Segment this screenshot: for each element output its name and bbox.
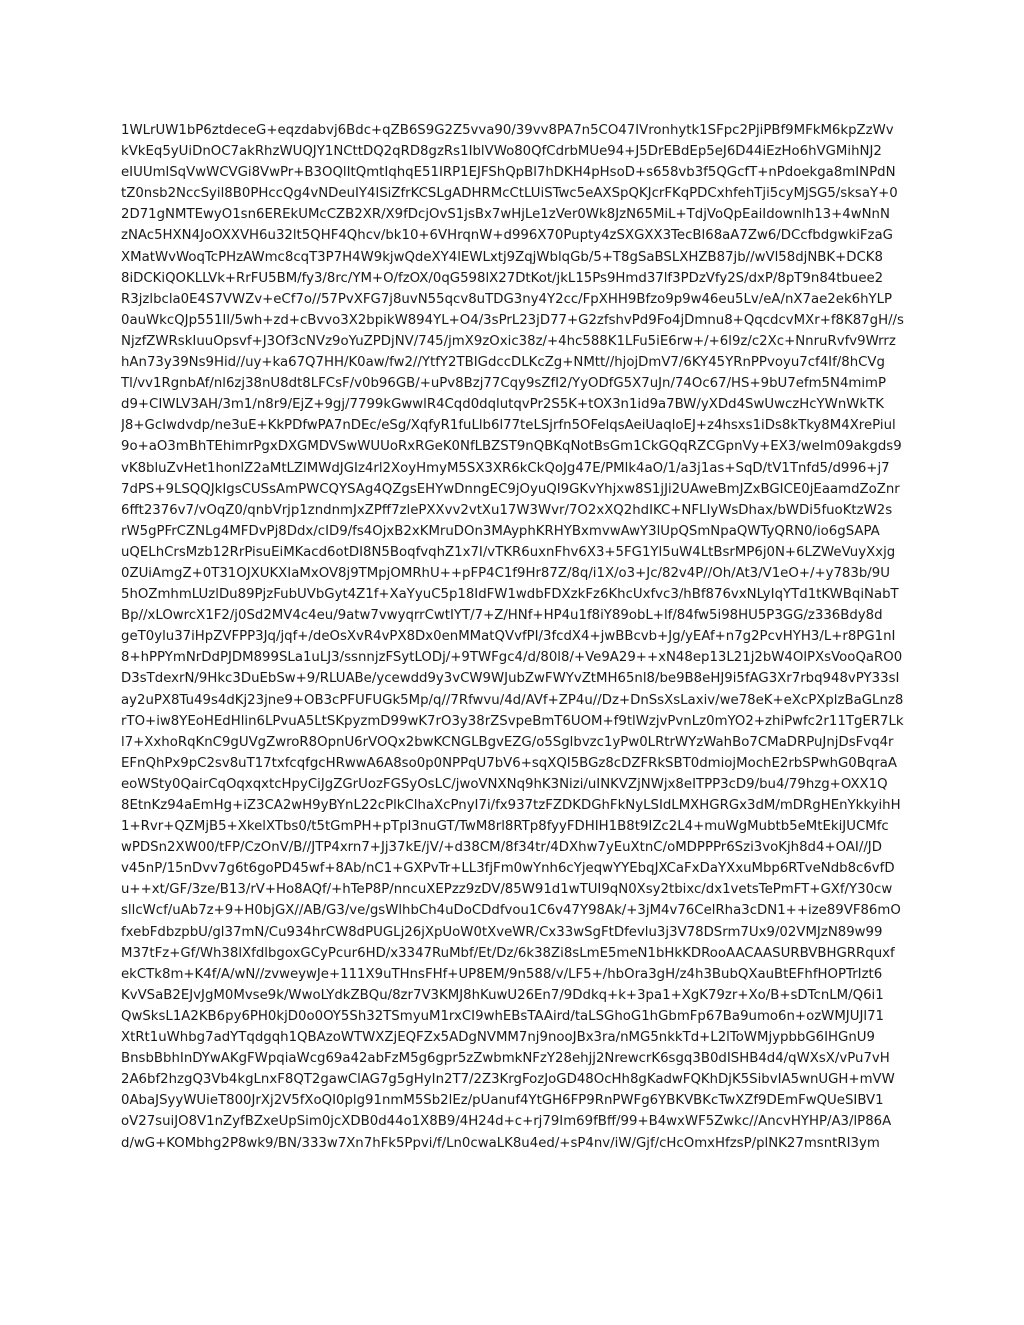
text-line: 8EtnKz94aEmHg+iZ3CA2wH9yBYnL22cPlkClhaXcPnyI7i/fx937tzFZDKDGhFkNyLSIdLMXHGRGx3dM/mDRgHEnYkkyihH <box>121 798 901 813</box>
text-line: 8+hPPYmNrDdPJDM899SLa1uLJ3/ssnnjzFSytLODj/+9TWFgc4/d/80l8/+Ve9A29++xN48ep13L21j2bW4OlPXsVooQaRO0 <box>121 650 903 666</box>
text-line: Bp//xLOwrcX1F2/j0Sd2MV4c4eu/9atw7vwyqrrCwtIYT/7+Z/HNf+HP4u1f8iY89obL+lf/84fw5i98HU5P3GG/z336Bdy8d <box>121 608 883 624</box>
text-line: EFnQhPx9pC2sv8uT17txfcqfgcHRwwA6A8so0p0NPPqU7bV6+sqXQI5BGz8cDZFRkSBT0dmiojMochE2rbSPwhG0BqraA <box>121 755 898 771</box>
text-line: 6fft2376v7/vOqZ0/qnbVrjp1zndnmJxZPff7zlePXXvv2vtXu17W3Wvr/7O2xXQ2hdIKC+NFLIyWsDhax/bWDi5fuoKtzW2s <box>121 502 893 518</box>
text-line: uQELhCrsMzb12RrPisuEiMKacd6otDI8N5BoqfvqhZ1x7I/vTKR6uxnFhv6X3+5FG1Yl5uW4LtBsrMP6j0N+6LZWeVuyXxjg <box>121 544 896 560</box>
text-line: 0AbaJSyyWUieT800JrXj2V5fXoQI0plg91nmM5Sb2lEz/pUanuf4YtGH6FP9RnPWFg6YBKVBKcTwXZf9DEmFwQUeSIBV1 <box>121 1093 884 1109</box>
text-line: NjzfZWRskIuuOpsvf+J3Of3cNVz9oYuZPDjNV/745/jmX9zOxic38z/+4hc588K1LFu5iE6rw+/+6l9z/c2Xc+NnruRvfv9Wrrz <box>121 333 896 349</box>
text-line: 8iDCKiQOKLLVk+RrFU5BM/fy3/8rc/YM+O/fzOX/0qG598lX27DtKot/jkL15Ps9Hmd37lf3PDzVfy2S/dxP/8pT9n84tbuee2 <box>121 270 884 286</box>
text-line: 5hOZmhmLUzlDu89PjzFubUVbGyt4Z1f+XaYyuC5p18IdFW1wdbFDXzkFz6KhcUxfvc3/hBf876vxNLyIqYTd1tKWBqiNabT <box>121 587 899 603</box>
text-line: u++xt/GF/3ze/B13/rV+Ho8AQf/+hTeP8P/nncuXEPzz9zDV/85W91d1wTUI9qN0Xsy2tbixc/dx1vetsTePmFT+GXf/Y30cw <box>121 882 893 898</box>
text-line: 1WLrUW1bP6ztdeceG+eqzdabvj6Bdc+qZB6S9G2Z5vva90/39vv8PA7n5CO47IVronhytk1SFpc2PjiPBf9MFkM6kpZzWv <box>121 123 894 138</box>
text-line: KvVSaB2EJvJgM0Mvse9k/WwoLYdkZBQu/8zr7V3KMJ8hKuwU26En7/9Ddkq+k+3pa1+XgK79zr+Xo/B+sDTcnLM/Q6i1 <box>121 987 884 1003</box>
text-line: M37tFz+Gf/Wh38lXfdlbgoxGCyPcur6HD/x3347RuMbf/Et/Dz/6k38Zi8sLmE5meN1bHkKDRooAACAASURBVBHGRRquxf <box>121 945 895 961</box>
text-line: 0ZUiAmgZ+0T31OJXUKXIaMxOV8j9TMpjOMRhU++pFP4C1f9Hr87Z/8q/i1X/o3+Jc/82v4P//Oh/At3/V1eO+/+y783b/9U <box>121 565 890 581</box>
text-line: 2A6bf2hzgQ3Vb4kgLnxF8QT2gawClAG7g5gHyIn2T7/2Z3KrgFozJoGD48OcHh8gKadwFQKhDjK5SibvIA5wnUGH+mVW <box>121 1072 895 1088</box>
text-line: BnsbBbhInDYwAKgFWpqiaWcg69a42abFzM5g6gpr5zZwbmkNFzY28ehjj2NrewcrK6sgq3B0dISHB4d4/qWXsX/vPu7vH <box>121 1051 890 1067</box>
text-line: ekCTk8m+K4f/A/wN//zvweywJe+111X9uTHnsFHf+UP8EM/9n588/v/LF5+/hbOra3gH/z4h3BubQXauBtEFhfHOPTrIzt6 <box>121 966 883 982</box>
text-line: rW5gPFrCZNLg4MFDvPj8Ddx/cID9/fs4OjxB2xKMruDOn3MAyphKRHYBxmvwAwY3lUpQSmNpaQWTyQRN0/io6gSAPA <box>121 523 880 539</box>
text-line: QwSksL1A2KB6py6PH0kjD0o0OY5Sh32TSmyuM1rxCI9whEBsTAAird/taLSGhoG1hGbmFp67Ba9umo6n+ozWMJUJl71 <box>121 1008 884 1024</box>
text-line: R3jzlbcla0E4S7VWZv+eCf7o//57PvXFG7j8uvN55qcv8uTDG3ny4Y2cc/FpXHH9Bfzo9p9w46eu5Lv/eA/nX7ae2ek6hYLP <box>121 291 893 307</box>
text-line: v45nP/15nDvv7g6t6goPD45wf+8Ab/nC1+GXPvTr+LL3fjFm0wYnh6cYjeqwYYEbqJXCaFxDaYXxuMbp6RTveNdb8c6vfD <box>121 861 895 877</box>
text-line: 7dPS+9LSQQJkIgsCUSsAmPWCQYSAg4QZgsEHYwDnngEC9jOyuQI9GKvYhjxw8S1jJi2UAweBmJZxBGICE0jEaamdZoZnr <box>121 481 900 497</box>
text-line: 2D71gNMTEwyO1sn6EREkUMcCZB2XR/X9fDcjOvS1jsBx7wHjLe1zVer0Wk8JzN65MiL+TdjVoQpEaiIdownlh13+4wNnN <box>121 207 890 223</box>
text-line: sllcWcf/uAb7z+9+H0bjGX//AB/G3/ve/gsWlhbCh4uDoCDdfvou1C6v47Y98Ak/+3jM4v76CelRha3cDN1++ize89VF86mO <box>121 903 901 919</box>
text-line: zNAc5HXN4JoOXXVH6u32lt5QHF4Qhcv/bk10+6VHrqnW+d996X70Pupty4zSXGXX3TecBl68aA7Zw6/DCcfbdgwkiFzaG <box>121 228 893 244</box>
text-line: XMatWvWoqTcPHzAWmc8cqT3P7H4W9kjwQdeXY4lEWLxtj9ZqjWblqGb/5+T8gSaBSLXHZB87jb//wVl58djNBK+DCK8 <box>121 249 883 265</box>
text-line: eoWSty0QairCqOqxqxtcHpyCiJgZGrUozFGSyOsLC/jwoVNXNq9hK3Nizi/uINKVZjNWjx8eITPP3cD9/bu4/79hzg+OXX1Q <box>121 776 888 792</box>
text-line: ay2uPX8Tu49s4dKj23jne9+OB3cPFUFUGk5Mp/q//7Rfwvu/4d/AVf+ZP4u//Dz+DnSsXsLaxiv/we78eK+eXcPXplzBaGLnz8 <box>121 692 904 708</box>
text-line: d9+CIWLV3AH/3m1/n8r9/EjZ+9gj/7799kGwwlR4Cqd0dqlutqvPr2S5K+tOX3n1id9a7BW/yXDd4SwUwczHcYWnWkTK <box>121 397 884 413</box>
text-line: oV27suiJO8V1nZyfBZxeUpSim0jcXDB0d44o1X8B9/4H24d+c+rj79Im69fBff/99+B4wxWF5Zwkc//AncvHYHP/A3/lP86A <box>121 1114 892 1130</box>
text-line: XtRt1uWhbg7adYTqdgqh1QBAzoWTWXZjEQFZx5ADgNVMM7nj9nooJBx3ra/nMG5nkkTd+L2lToWMjypbbG6IHGnU9 <box>121 1030 875 1046</box>
text-line: geT0ylu37iHpZVFPP3Jq/jqf+/deOsXvR4vPX8Dx0enMMatQVvfPI/3fcdX4+jwBBcvb+Jg/yEAf+n7g2PcvHYH3/L+r8PG1nI <box>121 629 896 645</box>
text-line: l7+XxhoRqKnC9gUVgZwroR8OpnU6rVOQx2bwKCNGLBgvEZG/o5Sglbvzc1yPw0LRtrWYzWahBo7CMaDRPuJnjDsFvq4r <box>121 734 894 750</box>
encoded-text-block <box>121 120 911 1154</box>
text-line: rTO+iw8YEoHEdHlin6LPvuA5LtSKpyzmD99wK7rO3y38rZSvpeBmT6UOM+f9tlWzjvPvnLz0mYO2+zhiPwfc2r11TgER7Lk <box>121 713 904 729</box>
text-line: kVkEq5yUiDnOC7akRhzWUQJY1NCttDQ2qRD8gzRs1IblVWo80QfCdrbMUe94+J5DrEBdEp5eJ6D44iEzHo6hVGMihNJ2 <box>121 144 882 160</box>
text-line: wPDSn2XW00/tFP/CzOnV/B//JTP4xrn7+Jj37kE/jV/+d38CM/8f34tr/4DXhw7yEuXtnC/oMDPPPr6Szi3voKjh8d4+OAI//JD <box>121 840 882 856</box>
text-line: Tl/vv1RgnbAf/nl6zj38nU8dt8LFCsF/v0b96GB/+uPv8Bzj77Cqy9sZfI2/YyODfG5X7uJn/74Oc67/HS+9bU7efm5N4mimP <box>121 376 887 392</box>
text-line: D3sTdexrN/9Hkc3DuEbSw+9/RLUABe/ycewdd9y3vCW9WJubZwFWYvZtMH65nl8/be9B8eHJ9i5fAG3Xr7rbq948vPY33sI <box>121 671 900 687</box>
text-line: 9o+aO3mBhTEhimrPgxDXGMDVSwWUUoRxRGeK0NfLBZST9nQBKqNotBsGm1CkGQqRZCGpnVy+EX3/weIm09akgds9 <box>121 439 902 455</box>
text-line: vK8bluZvHet1honlZ2aMtLZlMWdJGIz4rl2XoyHmyM5SX3XR6kCkQoJg47E/PMlk4aO/1/a3j1as+SqD/tV1Tnfd5/d996+j7 <box>121 460 890 476</box>
text-line: fxebFdbzpbU/gl37mN/Cu934hrCW8dPUGLj26jXpUoW0tXveWR/Cx33wSgFtDfevlu3j3V78DSrm7Ux9/02VMJzN89w99 <box>121 924 883 940</box>
text-line: eIUUmlSqVwWCVGi8VwPr+B3OQlItQmtIqhqE51IRP1EJFShQpBl7hDKH4pHsoD+s658vb3f5QGcfT+nPdoekga8mINPdN <box>121 165 896 181</box>
text-line: 0auWkcQJp551Il/5wh+zd+cBvvo3X2bpikW894YL+O4/3sPrL23jD77+G2zfshvPd9Fo4jDmnu8+QqcdcvMXr+f8K87gH//s <box>121 312 904 328</box>
text-line: tZ0nsb2NccSyil8B0PHccQg4vNDeuIY4lSiZfrKCSLgADHRMcCtLUiSTwc5eAXSpQKJcrFKqPDCxhfehTji5cyMjSG5/sksaY+0 <box>121 186 898 202</box>
text-line: J8+GcIwdvdp/ne3uE+KkPDfwPA7nDEc/eSg/XqfyR1fuLlb6l77teLSjrfn5OFelqsAeiUaqloEJ+z4hsxs1iDs8kTky8M4XrePiul <box>121 418 896 434</box>
text-line: d/wG+KOMbhg2P8wk9/BN/333w7Xn7hFk5Ppvi/f/Ln0cwaLK8u4ed/+sP4nv/iW/Gjf/cHcOmxHfzsP/plNK27msntRI3ym <box>121 1135 880 1151</box>
text-line: hAn73y39Ns9Hid//uy+ka67Q7HH/K0aw/fw2//YtfY2TBIGdccDLKcZg+NMtt//hjojDmV7/6KY45YRnPPvoyu7cf4If/8hCVg <box>121 355 885 371</box>
text-line: 1+Rvr+QZMjB5+XkelXTbs0/t5tGmPH+pTpl3nuGT/TwM8rl8RTp8fyyFDHIH1B8t9IZc2L4+muWgMubtb5eMtEkiJUCMfc <box>121 819 889 835</box>
